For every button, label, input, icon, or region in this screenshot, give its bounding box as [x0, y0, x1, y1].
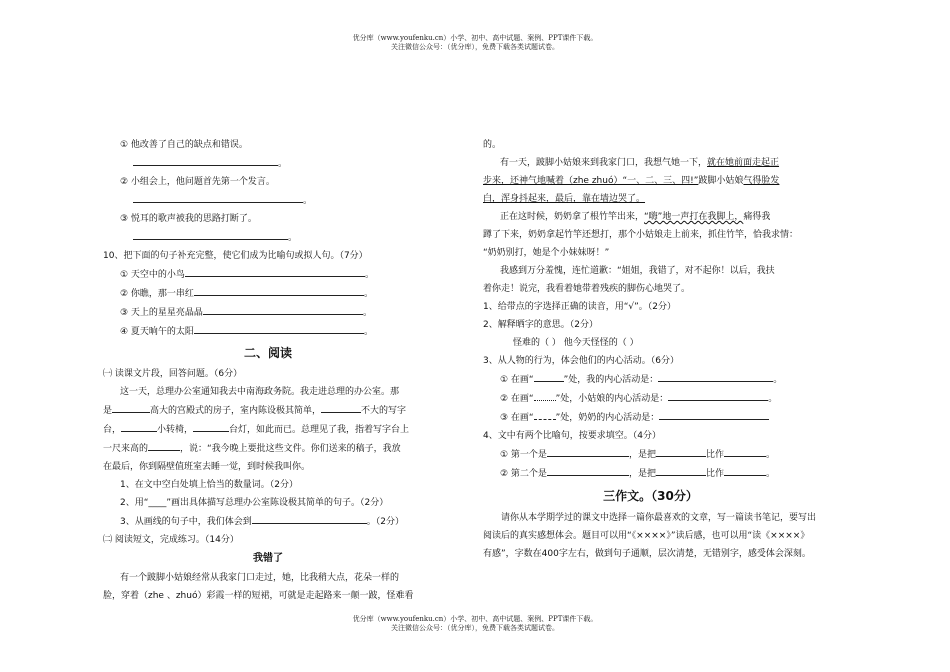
- answer-blank[interactable]: [148, 439, 180, 451]
- q10-item-1: ① 天空中的小鸟 。: [103, 265, 433, 284]
- answer-blank[interactable]: [321, 401, 361, 413]
- section-3-heading: 三作文。（30分）: [603, 489, 698, 503]
- reading-1-question-3: 3、从画线的句子中，我们体会到 。（2分）: [103, 512, 433, 531]
- reading-1-question-1: 1、在文中空白处填上恰当的数量词。（2分）: [120, 480, 298, 490]
- underlined-phrase: 步来，还神气地喊着（zhe zhuó）“一、二、三、四!”: [483, 176, 699, 186]
- underlined-phrase: 气得脸发: [743, 176, 780, 186]
- underlined-phrase: 白，浑身抖起来，最后，靠在墙边哭了。: [483, 194, 646, 204]
- footer-line-2: 关注微信公众号：（优分库），免费下载各类试题试卷。: [391, 624, 559, 632]
- question-4-item-2: ② 第二个是 ，是把 比作 。: [483, 464, 818, 483]
- q9-answer-2-line: 。: [103, 191, 433, 210]
- q10-item-4: ④ 夏天晌午的太阳 。: [103, 322, 433, 341]
- page-footer: [0, 615, 950, 633]
- answer-blank[interactable]: [133, 191, 303, 203]
- answer-blank[interactable]: [185, 265, 365, 277]
- reading-2-prompt: ㈡ 阅读短文，完成练习。（14分）: [103, 535, 239, 545]
- story-title: 我错了: [253, 553, 283, 564]
- answer-blank[interactable]: [194, 284, 364, 296]
- answer-blank[interactable]: [193, 420, 229, 432]
- story-p4-line-1: 我感到万分羞愧，连忙道歉：“姐姐，我错了，对不起你！以后，我扶: [500, 266, 775, 276]
- question-3-item-3: ③ 在画“ ”处，奶奶的内心活动是：: [483, 408, 818, 427]
- header-line-2: 关注微信公众号：（优分库），免费下载各类试题试卷。: [391, 43, 559, 51]
- question-2-words: 怪难的（ ） 他今天怪怪的（ ）: [513, 338, 639, 348]
- reading-1-prompt: ㈠ 读课文片段，回答问题。（6分）: [103, 369, 243, 379]
- answer-blank[interactable]: [252, 512, 367, 524]
- composition-prompt: 请你从本学期学过的课文中选择一篇你最喜欢的文章，写一篇读书笔记，要写出阅读后的真实感想体会。题目可以用“《××××》”读后感，也可以用“读《××××》有感”，字数在400字左右，做到句子通顺，层次清楚，无错别字，感受体会深刻。: [483, 513, 817, 559]
- story-p3-line-1: 正在这时候，奶奶拿了根竹竿出来，“嗨”地一声打在我脚上，痛得我: [500, 212, 771, 222]
- story-line-1: 有一个跛脚小姑娘经常从我家门口走过，她，比我稍大点，花朵一样的: [120, 573, 400, 583]
- story-p2-line-3: [483, 190, 818, 208]
- answer-blank[interactable]: [203, 303, 363, 315]
- story-line-2: 脸，穿着（zhe 、zhuó）彩霞一样的短裙，可就是走起路来一颠一跛，怪难看: [103, 591, 414, 601]
- footer-line-1: 优分库（www.youfenku.cn）小学、初中、高中试题、案例、PPT课件下载。: [352, 615, 598, 623]
- story-p3-line-3: “奶奶别打，她是个小妹妹呀！”: [483, 248, 610, 258]
- question-3-item-1: ① 在画“ ”处，我的内心活动是： 。: [483, 370, 818, 389]
- q10-item-3: ③ 天上的星星亮晶晶 。: [103, 303, 433, 322]
- story-p3-line-2: 蹲了下来，奶奶拿起竹竿还想打，那个小姑娘走上前来，抓住竹竿，恰我求情：: [483, 230, 799, 240]
- answer-blank[interactable]: [133, 154, 278, 166]
- story-p2-line-2: 步来，还神气地喊着（zhe zhuó）“一、二、三、四!”跛脚小姑娘气得脸发: [483, 176, 780, 186]
- passage-1-line-1: 这一天，总理办公室通知我去中南海政务院。我走进总理的办公室。那: [120, 387, 400, 397]
- question-2: 2、解释晒字的意思。（2分）: [483, 320, 598, 330]
- q9-answer-1-line: 。: [103, 154, 433, 173]
- q10-item-2: ② 你瞧，那一串红 。: [103, 284, 433, 303]
- underlined-phrase: 就在她前面走起正: [707, 158, 780, 168]
- question-4-item-1: ① 第一个是 ，是把 比作 。: [483, 445, 818, 464]
- page-header: [0, 34, 950, 52]
- passage-1-line-2: 是 高大的宫殿式的房子，室内陈设极其简单， 不大的写字: [103, 401, 433, 420]
- underline-sample: [534, 370, 564, 382]
- q9-item-3: ③ 悦耳的歌声被我的思路打断了。: [120, 214, 257, 224]
- answer-blank[interactable]: [656, 445, 706, 457]
- section-2-heading: 二、阅读: [243, 346, 292, 360]
- answer-blank[interactable]: [724, 464, 766, 476]
- header-line-1: 优分库（www.youfenku.cn）小学、初中、高中试题、案例、PPT课件下载。: [352, 34, 598, 42]
- answer-blank[interactable]: [194, 322, 364, 334]
- passage-1-line-4: 一尺来高的 ，说：“我今晚上要批这些文件。你们送来的稿子，我放: [103, 439, 433, 458]
- answer-blank[interactable]: [724, 445, 766, 457]
- answer-blank[interactable]: [547, 445, 629, 457]
- passage-1-line-5: 在最后，你到隔壁值班室去睡一觉，到时候我叫你。: [103, 462, 311, 472]
- q9-item-1: ① 他改善了自己的缺点和错误。: [120, 140, 248, 150]
- wavy-underlined-phrase: “嗨”地一声打在我脚上，: [644, 212, 744, 222]
- answer-blank[interactable]: [112, 401, 150, 413]
- question-4: 4、文中有两个比喻句，按要求填空。（4分）: [483, 431, 661, 441]
- question-3: 3、从人物的行为，体会他们的内心活动。（6分）: [483, 356, 679, 366]
- answer-blank[interactable]: [659, 408, 769, 420]
- underline-sample: [534, 389, 556, 401]
- underline-sample: [534, 408, 556, 420]
- answer-blank[interactable]: [668, 389, 768, 401]
- q10-prompt: 10、把下面的句子补充完整，使它们成为比喻句或拟人句。（7分）: [103, 251, 368, 261]
- story-line-3: 的。: [483, 140, 502, 150]
- answer-blank[interactable]: [656, 464, 706, 476]
- passage-1-line-3: 台， 小转椅， 台灯，如此而已。总理见了我，指着写字台上: [103, 420, 433, 439]
- reading-1-question-2: 2、用“____”画出具体描写总理办公室陈设极其简单的句子。（2分）: [120, 498, 389, 508]
- story-p4-line-2: 着你走！说完，我看着她带着残疾的脚伤心地哭了。: [483, 284, 691, 294]
- question-3-item-2: ② 在画“ ”处，小姑娘的内心活动是： 。: [483, 389, 818, 408]
- question-1: 1、给带点的字选择正确的读音，用“√”。（2分）: [483, 302, 677, 312]
- answer-blank[interactable]: [658, 370, 773, 382]
- q9-item-2: ② 小组会上，他问题首先第一个发言。: [120, 177, 275, 187]
- answer-blank[interactable]: [133, 228, 288, 240]
- story-p2-line-1: 有一天，跛脚小姑娘来到我家门口，我想气她一下，就在她前面走起正: [500, 158, 780, 168]
- answer-blank[interactable]: [547, 464, 629, 476]
- right-column: [483, 136, 818, 563]
- answer-blank[interactable]: [121, 420, 157, 432]
- q9-answer-3-line: 。: [103, 228, 433, 247]
- left-column: [103, 136, 433, 605]
